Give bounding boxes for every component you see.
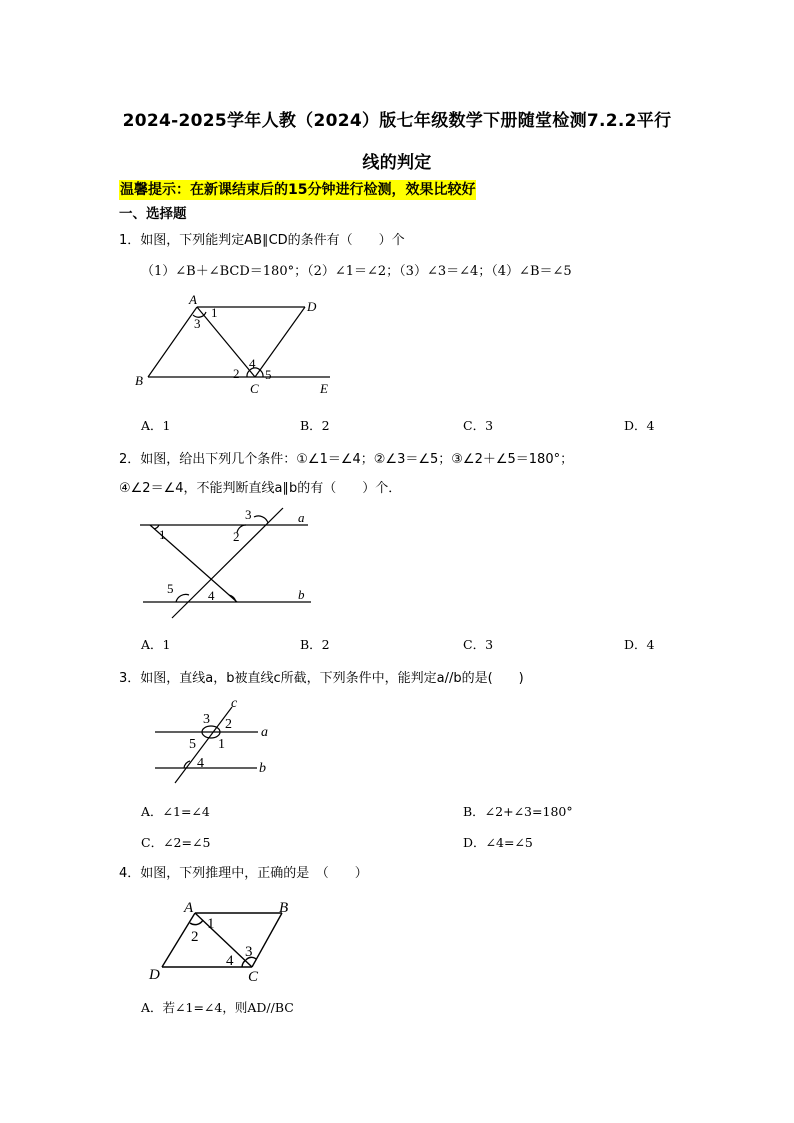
q3-stem: 3．如图，直线a，b被直线c所截，下列条件中，能判定a//b的是( )	[119, 671, 524, 686]
q2-option-a[interactable]: A．1	[141, 637, 171, 652]
svg-text:1: 1	[218, 737, 225, 752]
document-title-line1: 2024-2025学年人教（2024）版七年级数学下册随堂检测7.2.2平行	[122, 111, 672, 131]
svg-text:2: 2	[233, 366, 240, 381]
q2-option-d[interactable]: D．4	[624, 637, 655, 652]
q1-stem: 1．如图，下列能判定AB∥CD的条件有（ ）个	[119, 233, 405, 248]
q4-figure	[145, 895, 305, 990]
q4-stem: 4．如图，下列推理中，正确的是 （ ）	[119, 866, 368, 881]
q1-conditions: （1）∠B＋∠BCD＝180°；（2）∠1＝∠2；（3）∠3＝∠4；（4）∠B＝∠5	[141, 264, 572, 279]
svg-text:2: 2	[225, 717, 232, 732]
q1-option-c[interactable]: C．3	[463, 418, 494, 433]
svg-text:3: 3	[245, 944, 253, 960]
q2-figure	[135, 505, 325, 625]
q4-option-a[interactable]: A．若∠1=∠4，则AD//BC	[141, 1000, 294, 1015]
q1-option-a[interactable]: A．1	[141, 418, 171, 433]
svg-text:A: A	[189, 292, 197, 307]
q2-stem: 2．如图，给出下列几个条件：①∠1＝∠4；②∠3＝∠5；③∠2＋∠5＝180°；	[119, 452, 574, 467]
tip-highlight: 温馨提示：在新课结束后的15分钟进行检测，效果比较好	[120, 182, 476, 198]
svg-text:1: 1	[207, 916, 215, 932]
svg-text:4: 4	[197, 756, 204, 771]
svg-text:3: 3	[203, 712, 210, 727]
q2-stem-line2: ④∠2＝∠4，不能判断直线a∥b的有（ ）个．	[119, 481, 402, 496]
svg-text:3: 3	[245, 507, 252, 522]
svg-text:5: 5	[167, 581, 174, 596]
svg-text:A: A	[184, 900, 194, 916]
svg-text:4: 4	[208, 588, 215, 603]
svg-text:5: 5	[189, 737, 196, 752]
svg-text:C: C	[248, 969, 259, 985]
svg-text:2: 2	[191, 929, 199, 945]
q1-figure	[130, 290, 350, 400]
svg-text:a: a	[298, 510, 305, 525]
svg-text:b: b	[298, 587, 305, 602]
q1-option-b[interactable]: B．2	[300, 418, 330, 433]
section-heading: 一、选择题	[119, 206, 187, 222]
svg-text:B: B	[279, 900, 289, 916]
svg-text:1: 1	[211, 305, 218, 320]
svg-text:B: B	[135, 373, 143, 388]
q1-option-d[interactable]: D．4	[624, 418, 655, 433]
svg-text:a: a	[261, 725, 268, 740]
q3-option-d[interactable]: D．∠4=∠5	[463, 835, 533, 850]
q3-option-b[interactable]: B．∠2+∠3=180°	[463, 804, 573, 819]
q2-option-c[interactable]: C．3	[463, 637, 494, 652]
svg-text:D: D	[149, 967, 160, 983]
svg-text:E: E	[320, 381, 328, 396]
q3-figure	[150, 695, 280, 790]
svg-text:b: b	[259, 761, 266, 776]
svg-text:4: 4	[249, 356, 256, 371]
svg-text:2: 2	[233, 529, 240, 544]
svg-text:4: 4	[226, 953, 234, 969]
q2-option-b[interactable]: B．2	[300, 637, 330, 652]
svg-text:C: C	[250, 381, 259, 396]
document-title-line2: 线的判定	[362, 153, 432, 173]
svg-text:3: 3	[194, 316, 201, 331]
svg-text:1: 1	[159, 527, 166, 542]
svg-text:D: D	[307, 299, 317, 314]
q3-option-a[interactable]: A．∠1=∠4	[141, 804, 210, 819]
svg-text:5: 5	[265, 367, 272, 382]
svg-text:c: c	[231, 696, 238, 711]
q3-option-c[interactable]: C．∠2=∠5	[141, 835, 211, 850]
